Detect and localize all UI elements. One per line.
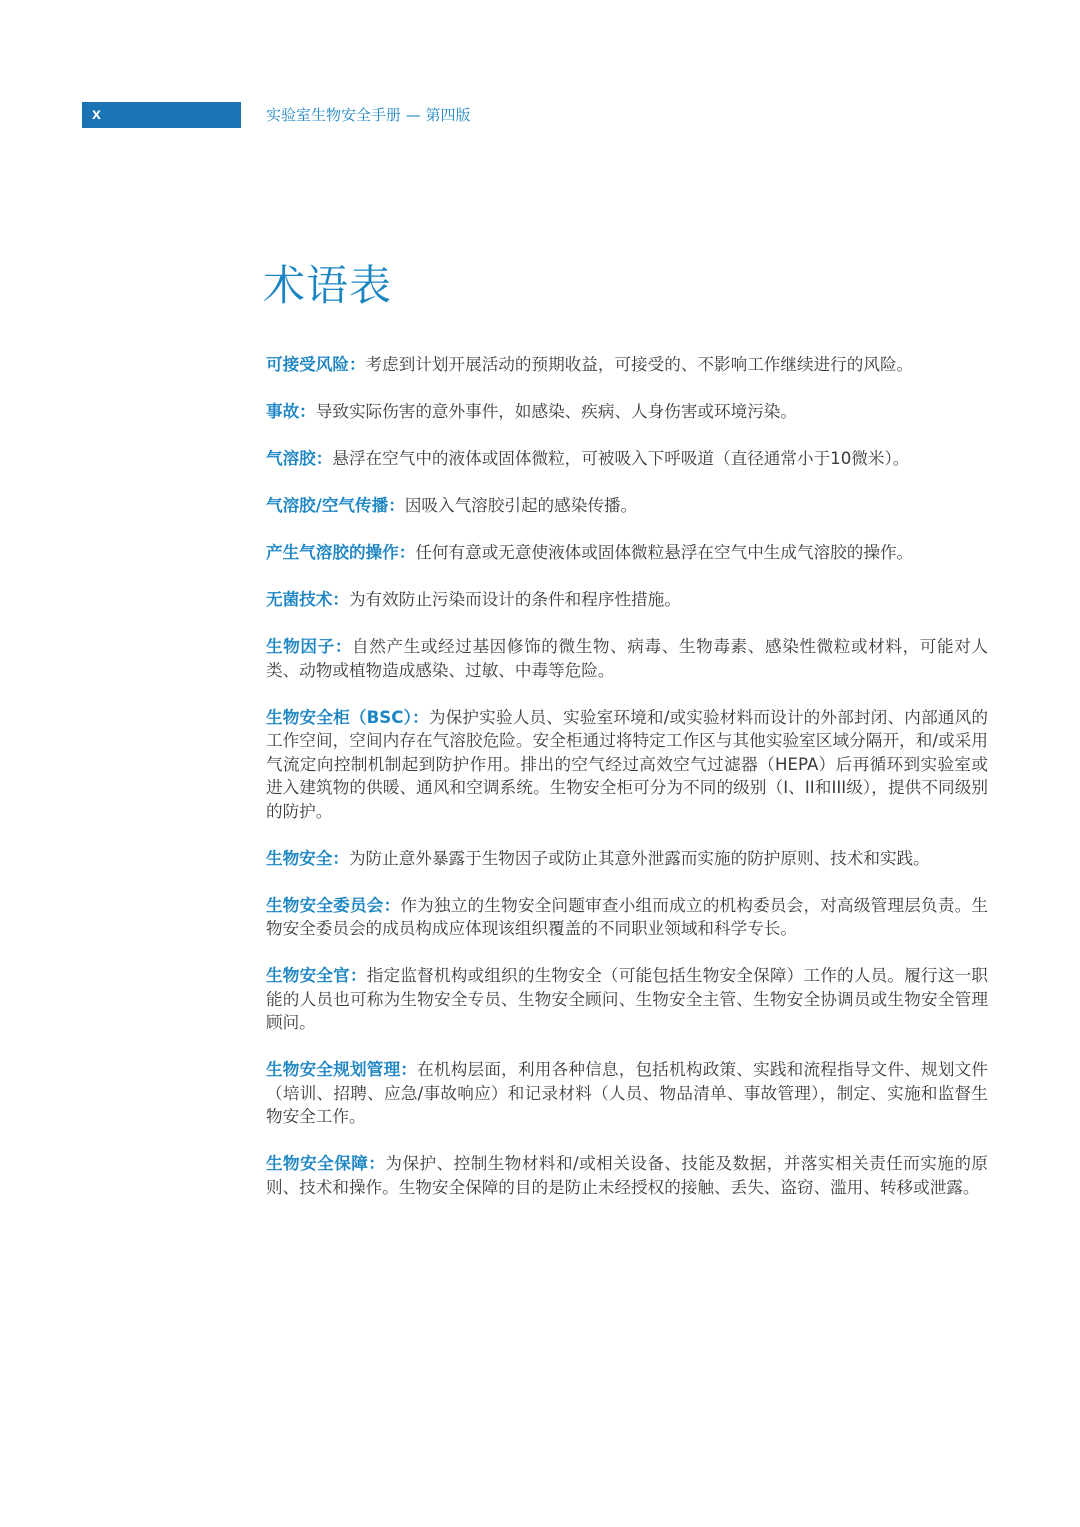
- glossary-definition: 指定监督机构或组织的生物安全（可能包括生物安全保障）工作的人员。履行这一职能的人员也可称为生物安全专员、生物安全顾问、生物安全主管、生物安全协调员或生物安全管理顾问。: [266, 966, 989, 1032]
- glossary-entry: [266, 964, 988, 1035]
- glossary-term: 生物安全柜（BSC）：: [266, 707, 429, 727]
- glossary-term: 生物安全：: [266, 848, 349, 868]
- glossary-term: 产生气溶胶的操作：: [266, 543, 416, 562]
- glossary-definition: 任何有意或无意使液体或固体微粒悬浮在空气中生成气溶胶的操作。: [415, 543, 914, 562]
- glossary-definition: 在机构层面，利用各种信息，包括机构政策、实践和流程指导文件、规划文件（培训、招聘、应急/事故响应）和记录材料（人员、物品清单、事故管理），制定、实施和监督生物安全工作。: [266, 1060, 989, 1126]
- glossary-term: 气溶胶：: [266, 449, 333, 468]
- page-title: 术语表: [263, 261, 393, 310]
- glossary-definition: 为有效防止污染而设计的条件和程序性措施。: [348, 590, 681, 609]
- glossary-term: 生物安全规划管理：: [266, 1060, 418, 1079]
- glossary-definition: 自然产生或经过基因修饰的微生物、病毒、生物毒素、感染性微粒或材料，可能对人类、动物或植物造成感染、过敏、中毒等危险。: [266, 637, 989, 680]
- glossary-entry: [266, 400, 988, 424]
- glossary-definition: 为保护、控制生物材料和/或相关设备、技能及数据，并落实相关责任而实施的原则、技术和操作。生物安全保障的目的是防止未经授权的接触、丢失、盗窃、滥用、转移或泄露。: [266, 1154, 989, 1197]
- glossary-definition: 考虑到计划开展活动的预期收益，可接受的、不影响工作继续进行的风险。: [365, 355, 914, 374]
- glossary-entry: [266, 588, 988, 612]
- page-number: x: [92, 106, 101, 123]
- glossary-entry: [266, 635, 988, 682]
- glossary-term: 生物安全委员会：: [266, 895, 401, 915]
- glossary-entry: [266, 706, 988, 824]
- glossary-definition: 为防止意外暴露于生物因子或防止其意外泄露而实施的防护原则、技术和实践。: [348, 848, 930, 868]
- page-number-bar: [82, 102, 241, 128]
- glossary-entry: [266, 494, 988, 518]
- glossary-entry: [266, 541, 988, 565]
- glossary-term: 无菌技术：: [266, 590, 349, 609]
- glossary-term: 气溶胶/空气传播：: [266, 496, 405, 515]
- glossary-term: 生物因子：: [266, 637, 353, 656]
- glossary-entry: [266, 447, 988, 471]
- glossary-term: 可接受风险：: [266, 355, 366, 374]
- running-header: 实验室生物安全手册 — 第四版: [266, 106, 471, 124]
- glossary-entry: [266, 894, 988, 941]
- glossary-definition: 导致实际伤害的意外事件，如感染、疾病、人身伤害或环境污染。: [315, 402, 797, 421]
- glossary-definition: 为保护实验人员、实验室环境和/或实验材料而设计的外部封闭、内部通风的工作空间，空间内存在气溶胶危险。安全柜通过将特定工作区与其他实验室区域分隔开，和/或采用气流定向控制机制起到防护作用。排出的空气经过高效空气过滤器（HEPA）后再循环到实验室或进入建筑物的供暖、通风和空调系统。生物安全柜可分为不同的级别（I、II和III级），提供不同级别的防护。: [266, 707, 988, 821]
- glossary-entry: [266, 1058, 988, 1129]
- glossary-list: [266, 353, 988, 1223]
- glossary-term: 生物安全保障：: [266, 1154, 386, 1173]
- glossary-entry: [266, 1152, 988, 1199]
- glossary-definition: 悬浮在空气中的液体或固体微粒，可被吸入下呼吸道（直径通常小于10微米）。: [332, 449, 910, 468]
- glossary-definition: 因吸入气溶胶引起的感染传播。: [404, 496, 638, 515]
- glossary-entry: [266, 847, 988, 871]
- glossary-term: 事故：: [266, 402, 316, 421]
- glossary-entry: [266, 353, 988, 377]
- glossary-term: 生物安全官：: [266, 966, 367, 985]
- glossary-definition: 作为独立的生物安全问题审查小组而成立的机构委员会，对高级管理层负责。生物安全委员会的成员构成应体现该组织覆盖的不同职业领域和科学专长。: [266, 895, 989, 938]
